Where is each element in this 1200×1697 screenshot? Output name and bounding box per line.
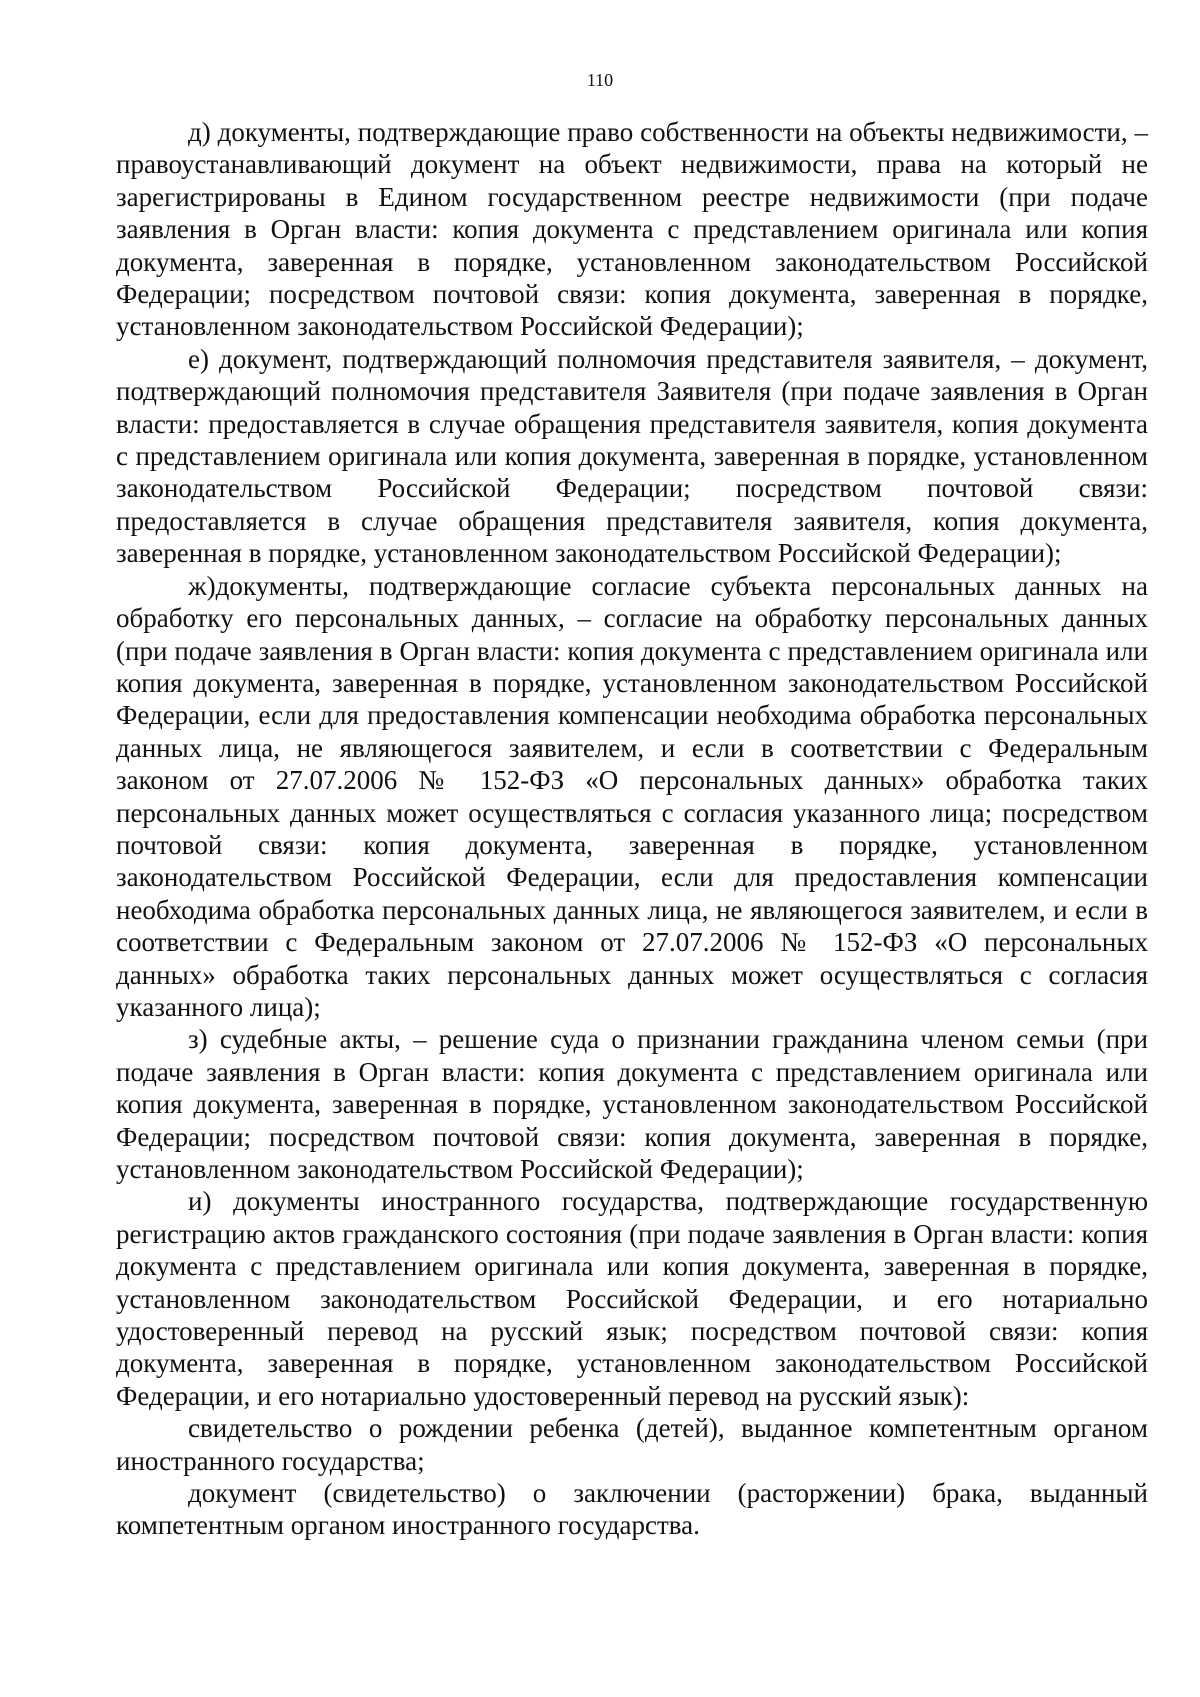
page-number: 110 — [586, 70, 614, 90]
paragraph-birth-certificate: свидетельство о рождении ребенка (детей), выданное компетентным органом иностранного государства; — [116, 1413, 1148, 1476]
paragraph-d-property-documents: д) документы, подтверждающие право собственности на объекты недвижимости, – правоустанавливающий документ на объект недвижимости, права на который не зарегистрированы в Едином государственном реестре недвижимости (при подаче заявления в Орган власти: копия документа с представлением оригинала или копия документа, заверенная в порядке, установленном законодательством Российской Федерации; посредством почтовой связи: копия документа, заверенная в порядке, установленном законодательством Российской Федерации); — [116, 117, 1148, 342]
document-body — [116, 116, 1148, 1542]
paragraph-z-court-acts: з) судебные акты, – решение суда о признании гражданина членом семьи (при подаче заявления в Орган власти: копия документа с представлением оригинала или копия документа, заверенная в порядке, установленном законодательством Российской Федерации; посредством почтовой связи: копия документа, заверенная в порядке, установленном законодательством Российской Федерации); — [116, 1024, 1148, 1184]
paragraph-i-foreign-documents: и) документы иностранного государства, подтверждающие государственную регистрацию актов гражданского состояния (при подаче заявления в Орган власти: копия документа с представлением оригинала или копия документа, заверенная в порядке, установленном законодательством Российской Федерации, и его нотариально удостоверенный перевод на русский язык; посредством почтовой связи: копия документа, заверенная в порядке, установленном законодательством Российской Федерации, и его нотариально удостоверенный перевод на русский язык): — [116, 1186, 1148, 1411]
paragraph-zh-personal-data-consent: ж)документы, подтверждающие согласие субъекта персональных данных на обработку его персональных данных, – согласие на обработку персональных данных (при подаче заявления в Орган власти: копия документа с представлением оригинала или копия документа, заверенная в порядке, установленном законодательством Российской Федерации, если для предоставления компенсации необходима обработка персональных данных лица, не являющегося заявителем, и если в соответствии с Федеральным законом от 27.07.2006 № 152-ФЗ «О персональных данных» обработка таких персональных данных может осуществляться с согласия указанного лица; посредством почтовой связи: копия документа, заверенная в порядке, установленном законодательством Российской Федерации, если для предоставления компенсации необходима обработка персональных данных лица, не являющегося заявителем, и если в соответствии с Федеральным законом от 27.07.2006 № 152-ФЗ «О персональных данных» обработка таких персональных данных может осуществляться с согласия указанного лица); — [116, 570, 1148, 1022]
paragraph-marriage-certificate: документ (свидетельство) о заключении (расторжении) брака, выданный компетентным органом иностранного государства. — [116, 1478, 1148, 1541]
paragraph-e-representative-authority: е) документ, подтверждающий полномочия представителя заявителя, – документ, подтверждающий полномочия представителя Заявителя (при подаче заявления в Орган власти: предоставляется в случае обращения представителя заявителя, копия документа с представлением оригинала или копия документа, заверенная в порядке, установленном законодательством Российской Федерации; посредством почтовой связи: предоставляется в случае обращения представителя заявителя, копия документа, заверенная в порядке, установленном законодательством Российской Федерации); — [116, 343, 1148, 569]
